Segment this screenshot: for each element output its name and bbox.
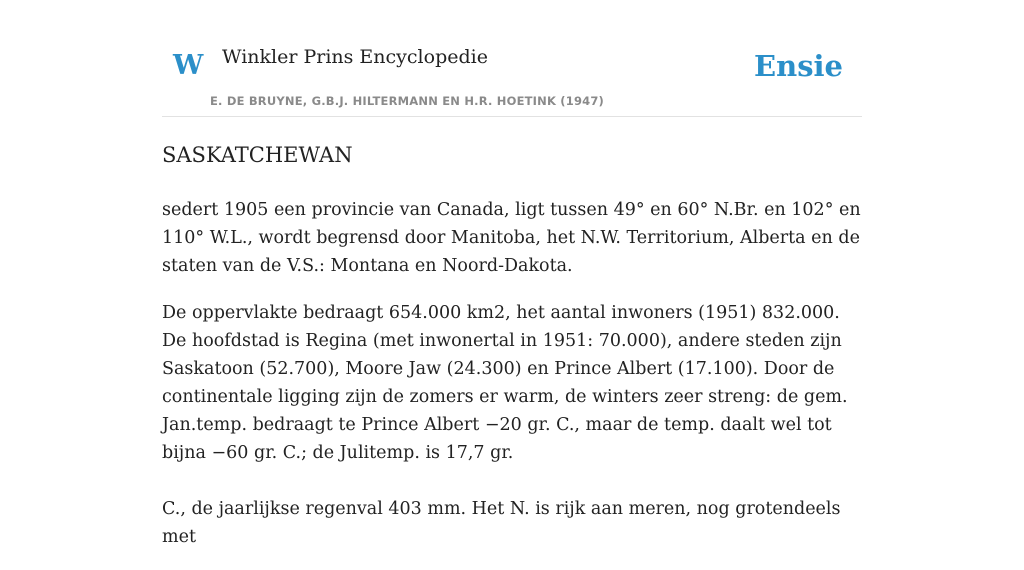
article-body bbox=[162, 140, 862, 570]
winkler-prins-logo-icon[interactable]: W bbox=[173, 50, 204, 81]
encyclopedia-title-link[interactable]: Winkler Prins Encyclopedie bbox=[222, 46, 488, 68]
article-paragraph: De oppervlakte bedraagt 654.000 km2, het aantal inwoners (1951) 832.000. De hoofdstad is Regina (met inwonertal in 1951: 70.000), andere steden zijn Saskatoon (52.700), Moore Jaw (24.300) en Prince Albert (17.100). Door de continentale ligging zijn de zomers er warm, de winters zeer streng: de gem. Jan.temp. bedraagt te Prince Albert −20 gr. C., maar de temp. daalt wel tot bijna −60 gr. C.; de Julitemp. is 17,7 gr. bbox=[162, 303, 848, 463]
authors-byline: E. DE BRUYNE, G.B.J. HILTERMANN EN H.R. HOETINK (1947) bbox=[210, 94, 605, 108]
site-header bbox=[162, 0, 862, 117]
article-paragraph: sedert 1905 een provincie van Canada, ligt tussen 49° en 60° N.Br. en 102° en 110° W.L., wordt begrensd door Manitoba, het N.W. Territorium, Alberta en de staten van de V.S.: Montana en Noord-Dakota. bbox=[162, 200, 861, 276]
article-paragraph: C., de jaarlijkse regenval 403 mm. Het N. is rijk aan meren, nog grotendeels met bbox=[162, 499, 841, 547]
ensie-brand-logo[interactable]: Ensie bbox=[754, 49, 843, 83]
article-headword: SASKATCHEWAN bbox=[162, 143, 353, 167]
